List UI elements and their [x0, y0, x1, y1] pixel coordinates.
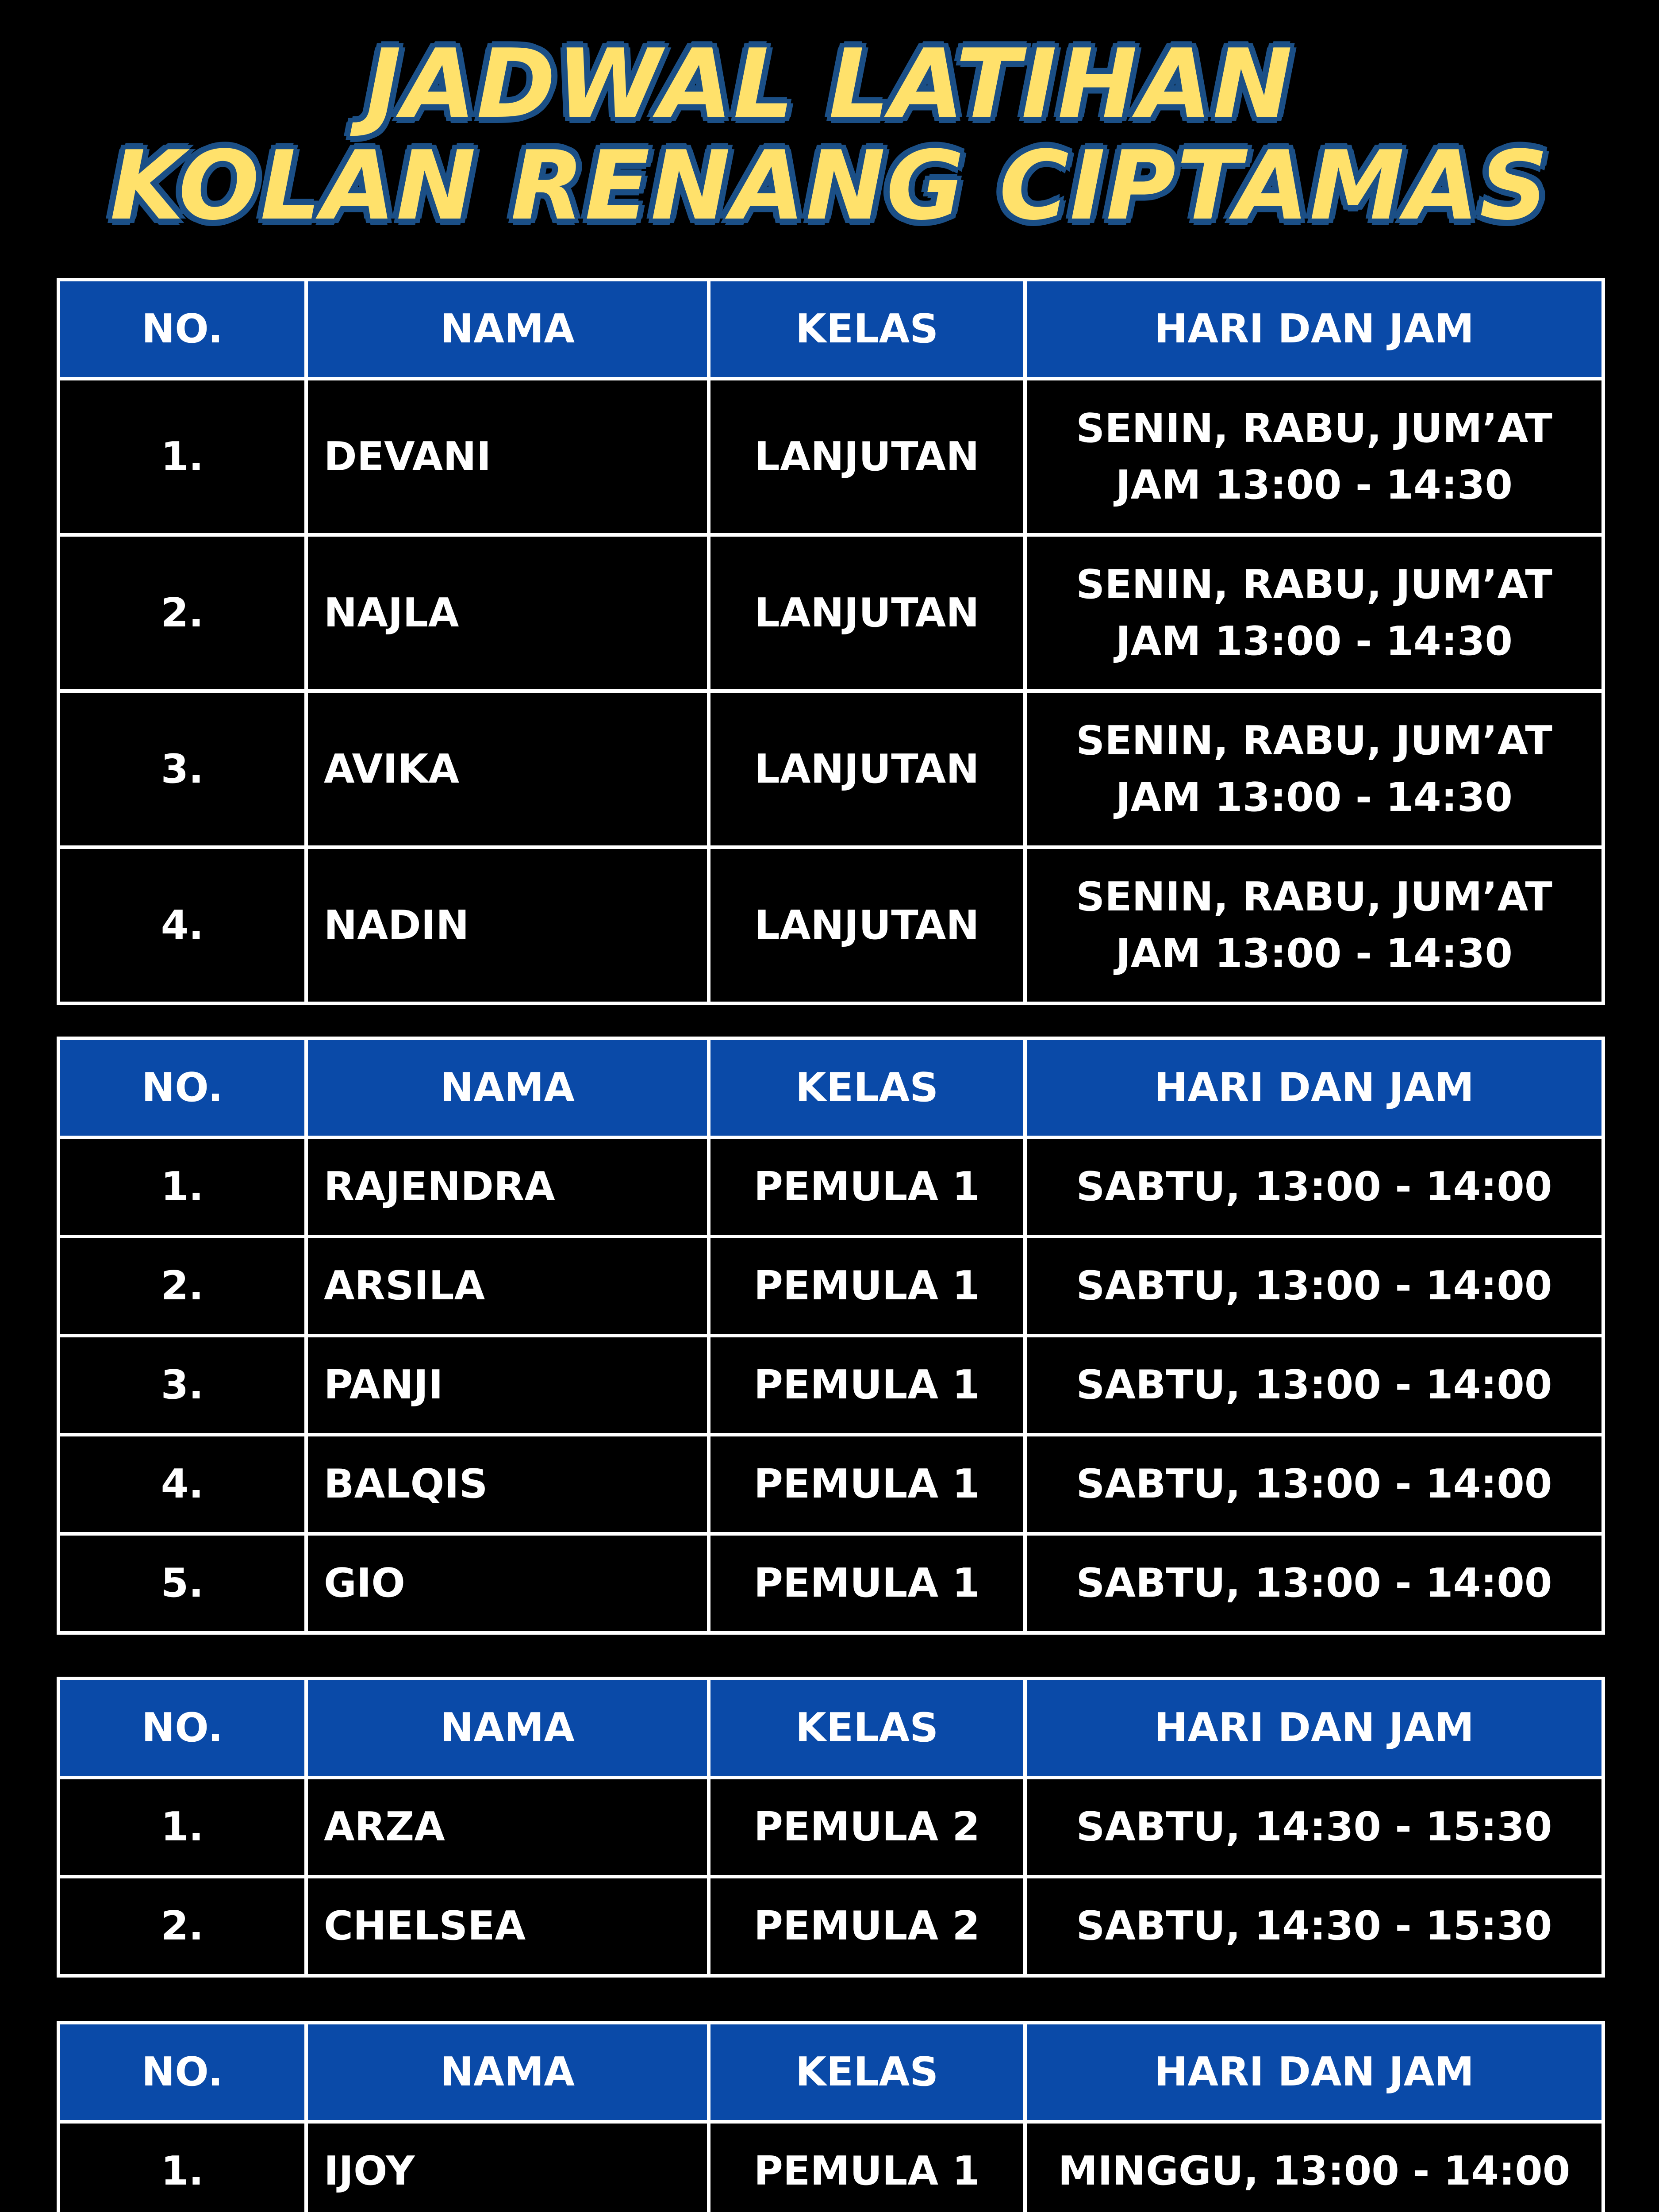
cell-nama: GIO — [306, 1534, 709, 1633]
header-no: NO. — [58, 2023, 306, 2122]
cell-hari — [1025, 379, 1603, 535]
header-kelas: KELAS — [709, 2023, 1025, 2122]
table-header-row — [58, 1678, 1603, 1778]
cell-hari: MINGGU, 13:00 - 14:00 — [1025, 2122, 1603, 2212]
cell-kelas: PEMULA 2 — [709, 1778, 1025, 1877]
cell-nama: PANJI — [306, 1336, 709, 1435]
cell-nama: AVIKA — [306, 691, 709, 847]
cell-nama: ARSILA — [306, 1237, 709, 1336]
cell-nama: RAJENDRA — [306, 1137, 709, 1237]
cell-hari-time: JAM 13:00 - 14:30 — [1115, 930, 1513, 977]
cell-kelas: PEMULA 2 — [709, 1877, 1025, 1976]
cell-hari: SABTU, 14:30 - 15:30 — [1025, 1778, 1603, 1877]
cell-hari: SABTU, 13:00 - 14:00 — [1025, 1534, 1603, 1633]
cell-nama: CHELSEA — [306, 1877, 709, 1976]
cell-hari: SABTU, 13:00 - 14:00 — [1025, 1137, 1603, 1237]
schedule-table-pemula-1-sabtu — [57, 1037, 1605, 1635]
table-row — [58, 2122, 1603, 2212]
cell-hari — [1025, 847, 1603, 1003]
header-nama: NAMA — [306, 1678, 709, 1778]
cell-hari: SABTU, 13:00 - 14:00 — [1025, 1336, 1603, 1435]
cell-hari-time: JAM 13:00 - 14:30 — [1115, 461, 1513, 508]
schedule-table-lanjutan — [57, 278, 1605, 1005]
cell-kelas: PEMULA 1 — [709, 2122, 1025, 2212]
table-header-row — [58, 1038, 1603, 1137]
cell-kelas: LANJUTAN — [709, 379, 1025, 535]
header-hari: HARI DAN JAM — [1025, 2023, 1603, 2122]
table-row — [58, 1435, 1603, 1534]
cell-kelas: PEMULA 1 — [709, 1534, 1025, 1633]
header-hari: HARI DAN JAM — [1025, 1678, 1603, 1778]
cell-nama: BALQIS — [306, 1435, 709, 1534]
header-nama: NAMA — [306, 280, 709, 379]
cell-no: 3. — [58, 691, 306, 847]
cell-no: 3. — [58, 1336, 306, 1435]
cell-nama: NAJLA — [306, 535, 709, 691]
header-kelas: KELAS — [709, 1038, 1025, 1137]
cell-kelas: LANJUTAN — [709, 691, 1025, 847]
cell-no: 4. — [58, 847, 306, 1003]
cell-hari — [1025, 691, 1603, 847]
cell-kelas: PEMULA 1 — [709, 1137, 1025, 1237]
table-row — [58, 691, 1603, 847]
cell-hari-days: SENIN, RABU, JUM’AT — [1076, 561, 1552, 608]
schedule-table-minggu — [57, 2021, 1605, 2212]
table-row — [58, 1336, 1603, 1435]
cell-hari: SABTU, 13:00 - 14:00 — [1025, 1435, 1603, 1534]
table-header-row — [58, 280, 1603, 379]
header-nama: NAMA — [306, 1038, 709, 1137]
cell-no: 2. — [58, 1877, 306, 1976]
table-row — [58, 847, 1603, 1003]
header-no: NO. — [58, 1678, 306, 1778]
header-no: NO. — [58, 280, 306, 379]
schedule-table-pemula-2-sabtu — [57, 1677, 1605, 1978]
cell-kelas: LANJUTAN — [709, 847, 1025, 1003]
cell-no: 5. — [58, 1534, 306, 1633]
cell-hari-time: JAM 13:00 - 14:30 — [1115, 774, 1513, 821]
cell-nama: ARZA — [306, 1778, 709, 1877]
table-row — [58, 1778, 1603, 1877]
header-kelas: KELAS — [709, 280, 1025, 379]
cell-nama: IJOY — [306, 2122, 709, 2212]
cell-hari-time: JAM 13:00 - 14:30 — [1115, 618, 1513, 664]
table-row — [58, 535, 1603, 691]
cell-hari-days: SENIN, RABU, JUM’AT — [1076, 873, 1552, 920]
cell-hari: SABTU, 14:30 - 15:30 — [1025, 1877, 1603, 1976]
cell-no: 1. — [58, 1778, 306, 1877]
cell-no: 1. — [58, 1137, 306, 1237]
cell-kelas: PEMULA 1 — [709, 1237, 1025, 1336]
cell-hari: SABTU, 13:00 - 14:00 — [1025, 1237, 1603, 1336]
cell-kelas: PEMULA 1 — [709, 1435, 1025, 1534]
cell-kelas: PEMULA 1 — [709, 1336, 1025, 1435]
cell-hari — [1025, 535, 1603, 691]
title-line-2: KOLAN RENANG CIPTAMAS — [110, 130, 1549, 241]
header-nama: NAMA — [306, 2023, 709, 2122]
table-row — [58, 1534, 1603, 1633]
table-row — [58, 1237, 1603, 1336]
header-no: NO. — [58, 1038, 306, 1137]
cell-nama: NADIN — [306, 847, 709, 1003]
cell-no: 1. — [58, 2122, 306, 2212]
table-row — [58, 379, 1603, 535]
cell-no: 4. — [58, 1435, 306, 1534]
table-row — [58, 1877, 1603, 1976]
cell-no: 2. — [58, 535, 306, 691]
title-line-1: JADWAL LATIHAN — [365, 28, 1294, 139]
table-header-row — [58, 2023, 1603, 2122]
cell-no: 2. — [58, 1237, 306, 1336]
cell-kelas: LANJUTAN — [709, 535, 1025, 691]
cell-hari-days: SENIN, RABU, JUM’AT — [1076, 405, 1552, 452]
table-row — [58, 1137, 1603, 1237]
cell-nama: DEVANI — [306, 379, 709, 535]
header-kelas: KELAS — [709, 1678, 1025, 1778]
header-hari: HARI DAN JAM — [1025, 1038, 1603, 1137]
cell-no: 1. — [58, 379, 306, 535]
cell-hari-days: SENIN, RABU, JUM’AT — [1076, 717, 1552, 764]
header-hari: HARI DAN JAM — [1025, 280, 1603, 379]
